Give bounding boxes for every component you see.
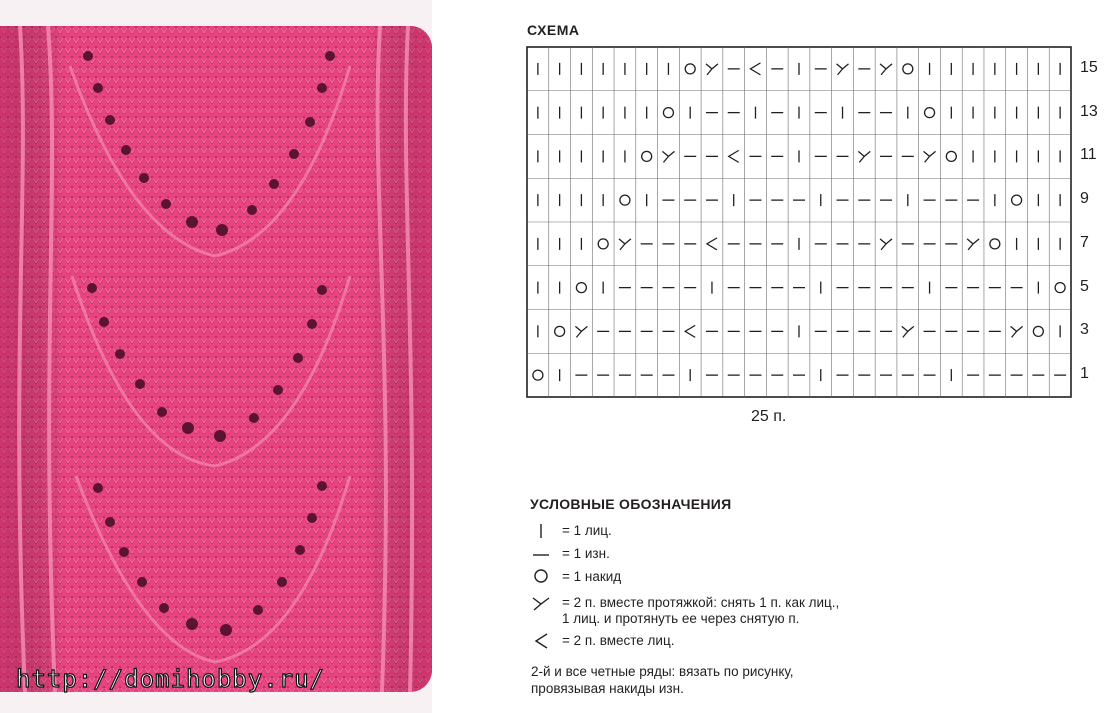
legend-title: УСЛОВНЫЕ ОБОЗНАЧЕНИЯ (530, 496, 732, 512)
legend-text: = 1 изн. (562, 546, 610, 561)
schema-title: СХЕМА (527, 22, 580, 38)
yarn-over-symbol-icon (530, 568, 552, 586)
row-number: 13 (1080, 102, 1098, 120)
legend-text-continued: 1 лиц. и протянуть ее через снятую п. (562, 611, 800, 626)
ssk-symbol-icon (530, 594, 552, 612)
legend-text: = 2 п. вместе лиц. (562, 633, 675, 648)
legend-text: = 2 п. вместе протяжкой: снять 1 п. как лиц., (562, 595, 840, 610)
legend-text: = 1 накид (562, 569, 622, 584)
purl-symbol-icon (530, 545, 552, 563)
watermark-url: http://domihobby.ru/ (16, 665, 325, 693)
chart-grid (526, 46, 1072, 398)
k2tog-symbol-icon (530, 632, 552, 650)
row-number: 3 (1080, 321, 1089, 339)
row-number: 1 (1080, 365, 1089, 383)
row-number: 9 (1080, 190, 1089, 208)
row-number: 7 (1080, 233, 1089, 251)
stitch-count: 25 п. (751, 408, 787, 425)
photo-panel (0, 0, 432, 713)
note-line-1: 2-й и все четные ряды: вязать по рисунку, (531, 664, 794, 679)
row-number: 15 (1080, 58, 1098, 76)
note-even-rows (531, 663, 794, 697)
row-number: 11 (1080, 146, 1097, 164)
knitted-swatch-photo (0, 26, 432, 692)
row-number: 5 (1080, 277, 1089, 295)
legend-text: = 1 лиц. (562, 523, 612, 538)
note-line-2: провязывая накиды изн. (531, 681, 684, 696)
knit-symbol-icon (530, 522, 552, 540)
